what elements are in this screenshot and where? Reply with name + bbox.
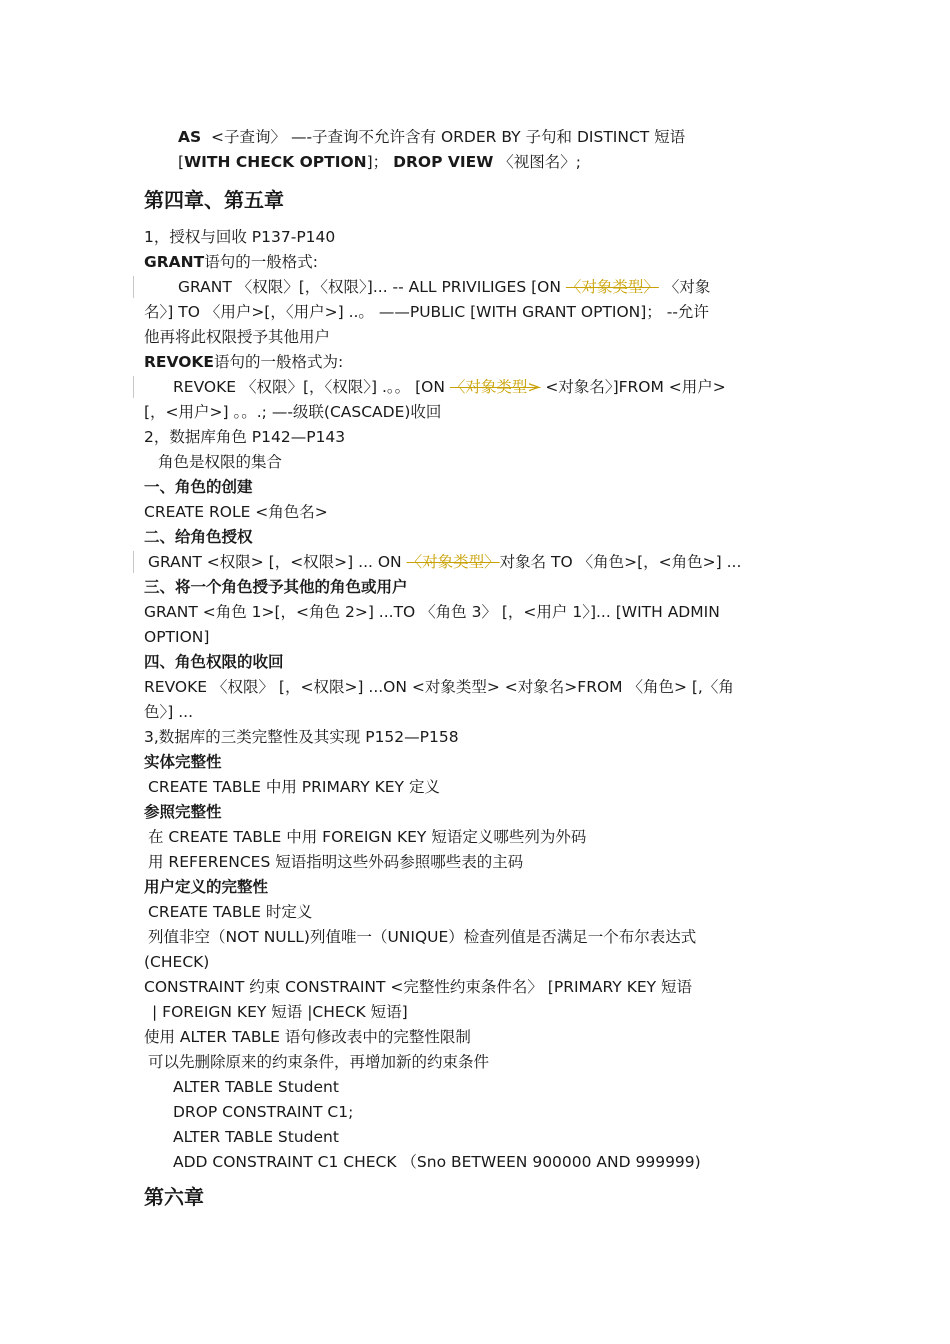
deleted-object-type: 〈对象类型〉 — [406, 553, 500, 571]
role-grant-part-b: 对象名 TO 〈角色>[，<角色>] ... — [499, 553, 742, 571]
bracket-open: [ — [178, 153, 185, 171]
revoke-syntax-part-a: REVOKE 〈权限〉[，〈权限〉] .。。 [ON — [173, 378, 445, 396]
drop-then-add-note: 可以先删除原来的约束条件，再增加新的约束条件 — [148, 1053, 490, 1071]
bracket-close: ]； — [366, 153, 389, 171]
revoke-format-label: 语句的一般格式为: — [214, 353, 344, 371]
keyword-as: AS — [178, 128, 202, 146]
role-revoke-heading: 四、角色权限的收回 — [144, 653, 284, 671]
create-role-syntax: CREATE ROLE <角色名> — [144, 503, 328, 521]
role-to-role-syntax-2: OPTION] — [144, 628, 210, 646]
role-grant-heading: 二、给角色授权 — [144, 528, 253, 546]
role-revoke-syntax-2: 色〉] ... — [144, 703, 194, 721]
change-bar — [133, 276, 134, 298]
deleted-object-type: 〈对象类型> — [449, 378, 541, 396]
user-defined-integrity-heading: 用户定义的完整性 — [144, 878, 269, 896]
constraint-syntax-1: CONSTRAINT 约束 CONSTRAINT <完整性约束条件名〉 [PRIMARY KEY 短语 — [144, 978, 693, 996]
section-db-roles: 2，数据库角色 P142—P143 — [144, 428, 346, 446]
subquery-note: <子查询〉 —-子查询不允许含有 ORDER BY 子句和 DISTINCT 短语 — [211, 128, 686, 146]
code-drop-constraint: DROP CONSTRAINT C1; — [173, 1103, 354, 1121]
section-integrity: 3,数据库的三类完整性及其实现 P152—P158 — [144, 728, 459, 746]
grant-format-label: 语句的一般格式: — [204, 253, 318, 271]
role-to-role-heading: 三、将一个角色授予其他的角色或用户 — [144, 578, 408, 596]
revoke-format-title — [144, 350, 343, 375]
code-alter-table-1: ALTER TABLE Student — [173, 1078, 339, 1096]
code-add-constraint: ADD CONSTRAINT C1 CHECK （Sno BETWEEN 900000 AND 999999) — [173, 1153, 701, 1171]
grant-syntax-line-2: 名〉] TO 〈用户>[，〈用户>] ..。 ——PUBLIC [WITH GRANT OPTION]； --允许 — [144, 303, 709, 321]
role-definition: 角色是权限的集合 — [158, 453, 283, 471]
chapter-heading-4-5: 第四章、第五章 — [144, 188, 284, 212]
change-bar — [133, 376, 134, 398]
grant-syntax-part-a: GRANT 〈权限〉[，〈权限〉]... -- ALL PRIVILIGES [ON — [178, 278, 561, 296]
constraint-syntax-2: | FOREIGN KEY 短语 |CHECK 短语] — [152, 1003, 408, 1021]
referential-integrity-text-1: 在 CREATE TABLE 中用 FOREIGN KEY 短语定义哪些列为外码 — [148, 828, 587, 846]
entity-integrity-heading: 实体完整性 — [144, 753, 222, 771]
revoke-syntax-part-b: <对象名〉]FROM <用户> — [545, 378, 726, 396]
keyword-drop-view: DROP VIEW — [393, 153, 494, 171]
role-grant-syntax — [148, 550, 741, 575]
view-as-line — [178, 125, 685, 150]
revoke-syntax-line-2: [，<用户>] 。。.; —-级联(CASCADE)收回 — [144, 403, 442, 421]
role-revoke-syntax-1: REVOKE 〈权限〉 [，<权限>] ...ON <对象类型> <对象名>FROM 〈角色> [,〈角 — [144, 678, 734, 696]
view-name: 〈视图名〉; — [498, 153, 581, 171]
check-option-line — [178, 150, 581, 175]
role-to-role-syntax-1: GRANT <角色 1>[，<角色 2>] ...TO 〈角色 3〉 [，<用户 1〉]... [WITH ADMIN — [144, 603, 720, 621]
keyword-with-check-option: WITH CHECK OPTION — [184, 153, 367, 171]
deleted-object-type: 〈对象类型〉 — [565, 278, 659, 296]
chapter-heading-6: 第六章 — [144, 1185, 204, 1209]
section-grant-revoke: 1，授权与回收 P137-P140 — [144, 228, 336, 246]
user-defined-integrity-text-1: CREATE TABLE 时定义 — [148, 903, 313, 921]
entity-integrity-text: CREATE TABLE 中用 PRIMARY KEY 定义 — [148, 778, 440, 796]
grant-syntax-line-1 — [178, 275, 710, 300]
alter-table-note: 使用 ALTER TABLE 语句修改表中的完整性限制 — [144, 1028, 471, 1046]
grant-syntax-part-b: 〈对象 — [663, 278, 711, 296]
user-defined-integrity-text-3: (CHECK) — [144, 953, 210, 971]
grant-format-title — [144, 250, 318, 275]
keyword-grant: GRANT — [144, 253, 205, 271]
code-alter-table-2: ALTER TABLE Student — [173, 1128, 339, 1146]
role-create-heading: 一、角色的创建 — [144, 478, 253, 496]
revoke-syntax-line-1 — [173, 375, 726, 400]
role-grant-part-a: GRANT <权限> [，<权限>] ... ON — [148, 553, 402, 571]
grant-syntax-line-3: 他再将此权限授予其他用户 — [144, 328, 331, 346]
user-defined-integrity-text-2: 列值非空（NOT NULL)列值唯一（UNIQUE）检查列值是否满足一个布尔表达式 — [148, 928, 697, 946]
change-bar — [133, 551, 134, 573]
keyword-revoke: REVOKE — [144, 353, 215, 371]
referential-integrity-heading: 参照完整性 — [144, 803, 222, 821]
referential-integrity-text-2: 用 REFERENCES 短语指明这些外码参照哪些表的主码 — [148, 853, 524, 871]
